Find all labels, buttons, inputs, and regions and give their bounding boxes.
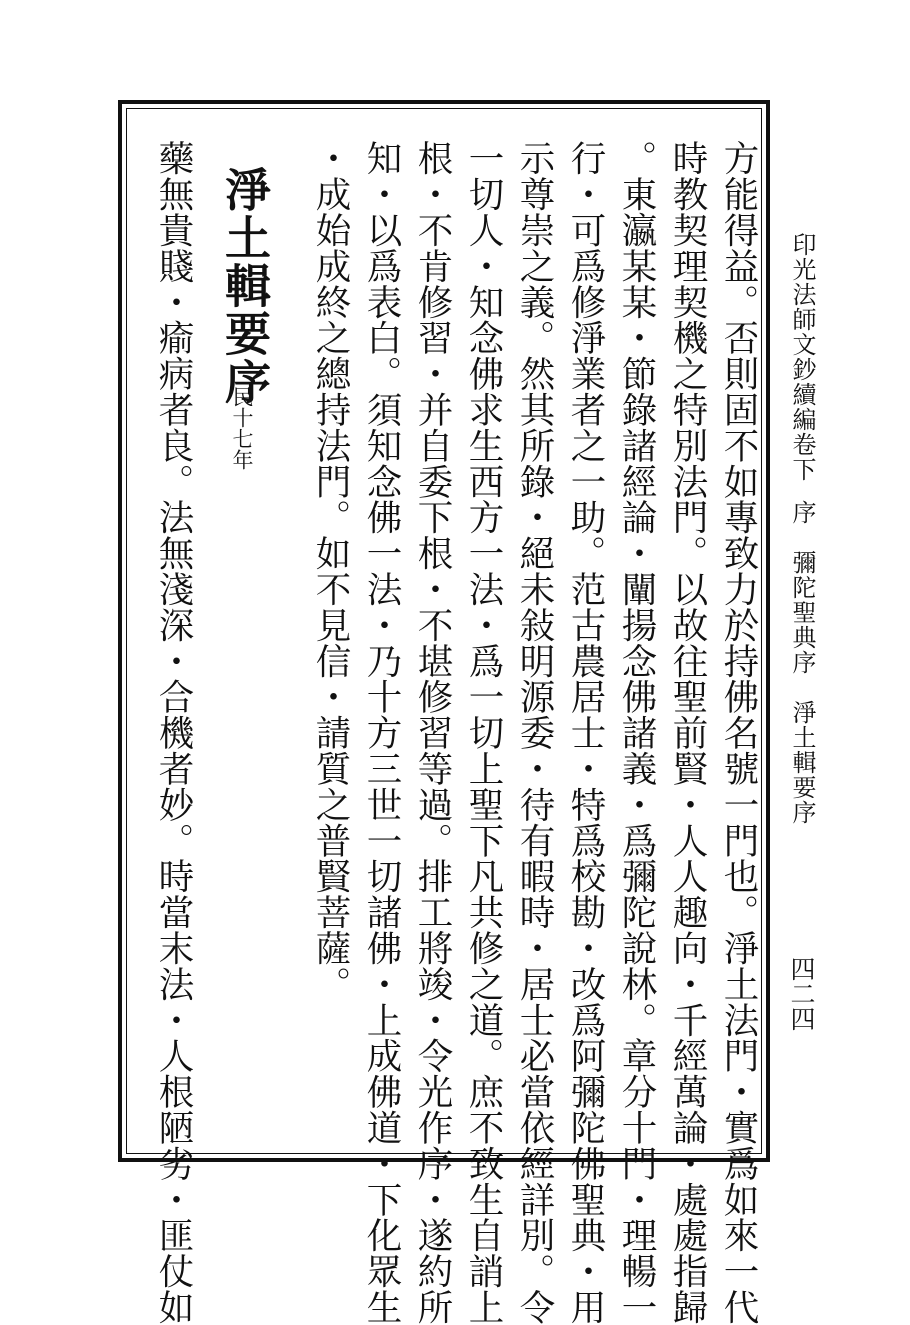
text-column: 一切人・知念佛求生西方一法・爲一切上聖下凡共修之道。庶不致生自誚上 xyxy=(463,140,504,1325)
running-header-book: 印光法師文鈔續編卷下 xyxy=(788,232,816,482)
text-column: ・成始成終之總持法門。如不見信・請質之普賢菩薩。 xyxy=(310,140,351,1002)
text-column: 。東瀛某某・節錄諸經論・闡揚念佛諸義・爲彌陀說林。章分十門・理暢一 xyxy=(616,140,657,1325)
text-column: 藥無貴賤・瘉病者良。法無淺深・合機者妙。時當末法・人根陋劣・匪仗如 xyxy=(153,140,194,1325)
text-column: 示尊崇之義。然其所錄・絕未敍明源委・待有暇時・居士必當依經詳別。令 xyxy=(514,140,555,1325)
text-column: 知・以爲表白。須知念佛一法・乃十方三世一切諸佛・上成佛道・下化眾生 xyxy=(361,140,402,1325)
running-header-articles: 彌陀聖典序 淨土輯要序 xyxy=(788,550,816,825)
page-number: 四二四 xyxy=(787,956,816,1031)
text-column: 行・可爲修淨業者之一助。范古農居士・特爲校勘・改爲阿彌陀佛聖典・用 xyxy=(565,140,606,1325)
article-date: 民十七年 xyxy=(230,386,254,470)
text-column: 方能得益。否則固不如專致力於持佛名號一門也。淨土法門・實爲如來一代 xyxy=(718,140,759,1325)
text-column: 時教契理契機之特別法門。以故往聖前賢・人人趣向・千經萬論・處處指歸 xyxy=(667,140,708,1325)
text-column: 根・不肯修習・并自委下根・不堪修習等過。排工將竣・令光作序・遂約所 xyxy=(412,140,453,1325)
running-header-section: 序 xyxy=(788,500,816,525)
article-title: 淨土輯要序 xyxy=(218,166,272,406)
